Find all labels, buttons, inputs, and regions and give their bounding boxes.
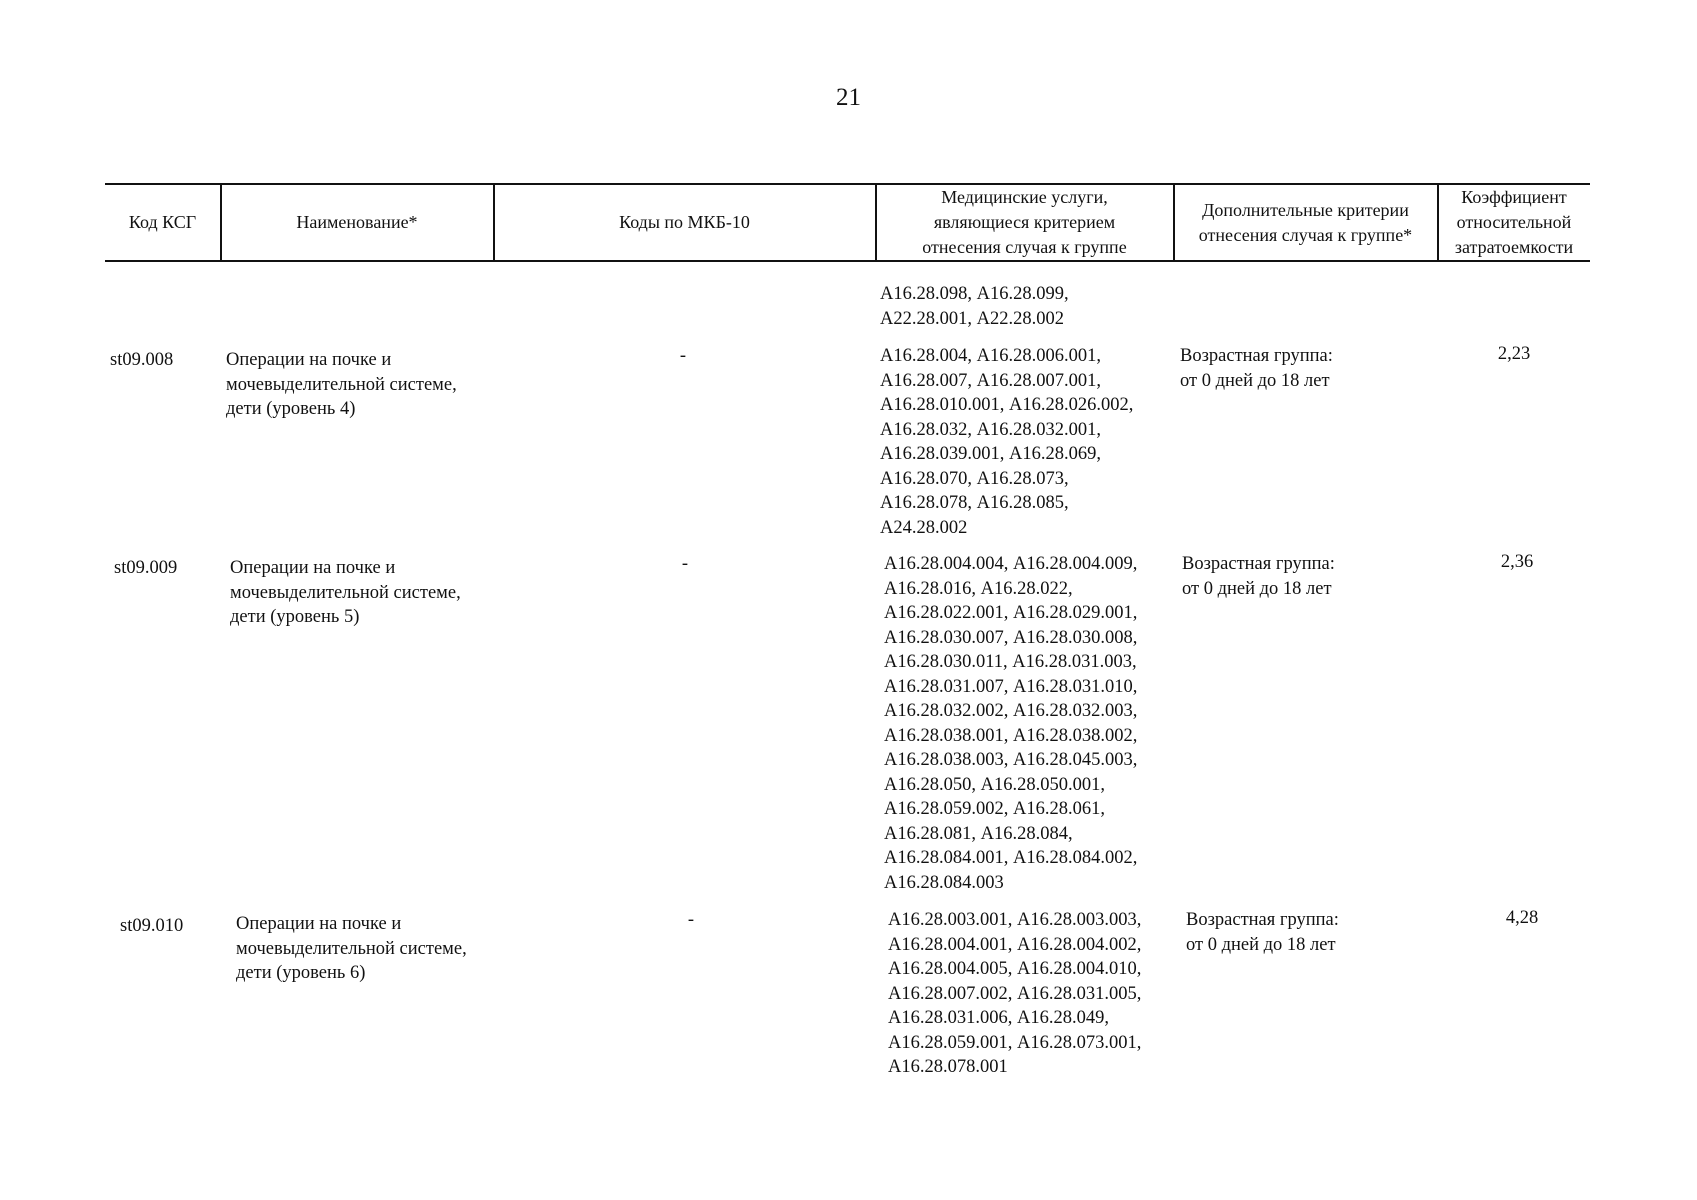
header-mkb: Коды по МКБ-10 [619,212,750,232]
group-name: Операции на почке и мочевыделительной системе, дети (уровень 6) [236,914,467,983]
coefficient: 2,23 [1497,344,1531,364]
mkb-codes: - [687,910,695,930]
header-bottom-rule [105,260,1590,262]
mkb-codes: - [681,554,689,574]
header-services: Медицинские услуги, являющиеся критерием отнесения случая к группе [922,187,1127,257]
services-cell: А16.28.004, А16.28.006.001, А16.28.007, А16.28.007.001, А16.28.010.001, А16.28.026.002, А16.28.032, А16.28.032.001, А16.28.039.001, А16.28.069, А16.28.070, А16.28.073, А16.28.078, А16.28.085, А24.28.002 [880,346,1134,538]
mkb-codes: - [679,346,687,366]
ksg-code: st09.008 [110,350,174,370]
criteria-cell: Возрастная группа: от 0 дней до 18 лет [1182,554,1335,599]
header-name: Наименование* [296,212,418,232]
services-cell: А16.28.003.001, А16.28.003.003, А16.28.004.001, А16.28.004.002, А16.28.004.005, А16.28.004.010, А16.28.007.002, А16.28.031.005, А16.28.031.006, А16.28.049, А16.28.059.001, А16.28.073.001, А16.28.078.001 [888,910,1142,1077]
header-code: Код КСГ [128,212,197,232]
group-name: Операции на почке и мочевыделительной системе, дети (уровень 5) [230,558,461,627]
ksg-code: st09.009 [114,558,178,578]
coefficient: 4,28 [1505,908,1539,928]
services-cell: А16.28.004.004, А16.28.004.009, А16.28.016, А16.28.022, А16.28.022.001, А16.28.029.001, А16.28.030.007, А16.28.030.008, А16.28.030.011, А16.28.031.003, А16.28.031.007, А16.28.031.010, А16.28.032.002, А16.28.032.003, А16.28.038.001, А16.28.038.002, А16.28.038.003, А16.28.045.003, А16.28.050, А16.28.050.001, А16.28.059.002, А16.28.061, А16.28.081, А16.28.084, А16.28.084.001, А16.28.084.002, А16.28.084.003 [884,554,1138,893]
ksg-code: st09.010 [120,916,184,936]
header-coef: Коэффициент относительной затратоемкости [1454,187,1574,257]
services-cell: А16.28.098, А16.28.099, А22.28.001, А22.28.002 [880,284,1069,329]
criteria-cell: Возрастная группа: от 0 дней до 18 лет [1186,910,1339,955]
coefficient: 2,36 [1500,552,1534,572]
group-name: Операции на почке и мочевыделительной системе, дети (уровень 4) [226,350,457,419]
page-number: 21 [836,84,861,111]
header-criteria: Дополнительные критерии отнесения случая к группе* [1198,199,1413,245]
criteria-cell: Возрастная группа: от 0 дней до 18 лет [1180,346,1333,391]
